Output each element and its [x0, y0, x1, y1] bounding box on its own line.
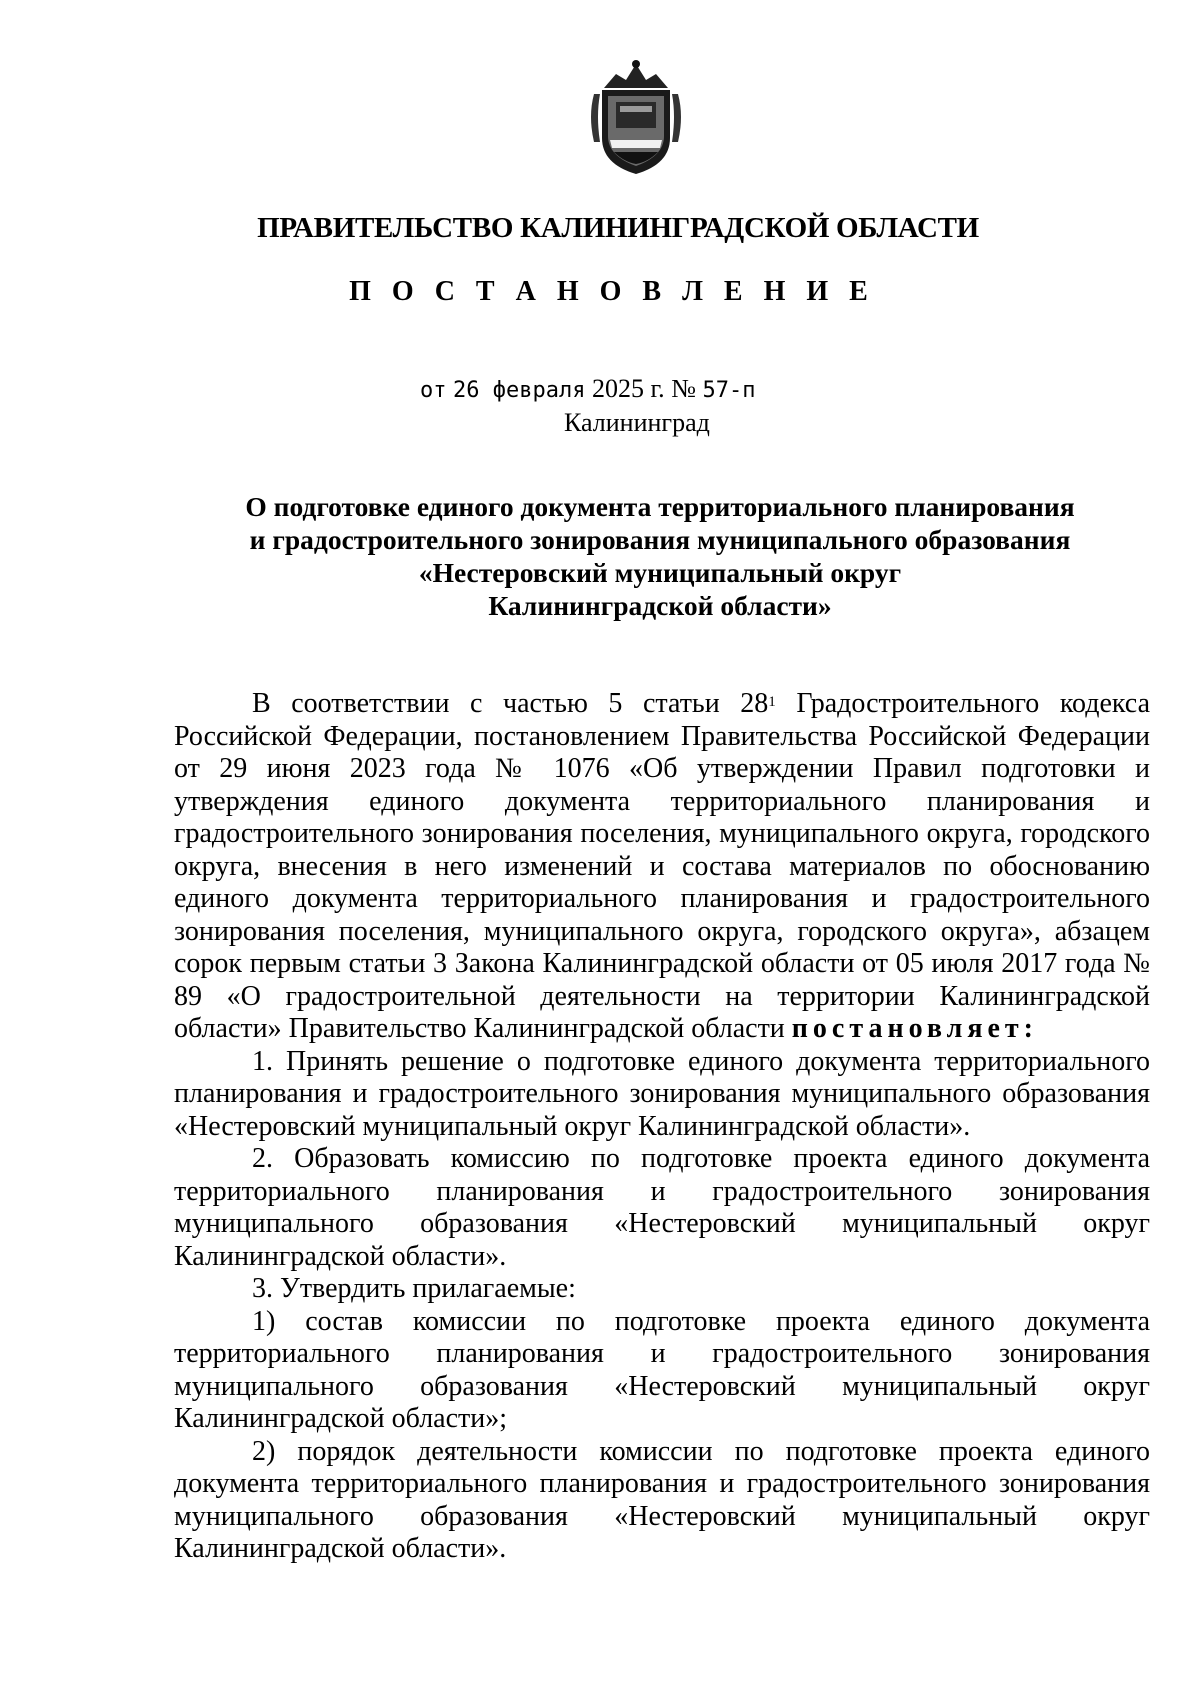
resolves-word: постановляет:: [791, 1013, 1039, 1044]
preamble-paragraph: [174, 688, 1150, 1046]
preamble-text: В соответствии с частью 5 статьи 28: [252, 688, 769, 719]
item-2: 2. Образовать комиссию по подготовке проекта единого документа территориального планирования и градостроительного зонирования муниципального образования «Нестеровский муниципальный округ Калининградской области».: [174, 1143, 1150, 1272]
title-line: О подготовке единого документа территориального планирования: [245, 491, 1075, 522]
number-sign: №: [671, 374, 696, 403]
date-prefix: от: [420, 378, 447, 403]
handwritten-number: 57-п: [702, 378, 756, 403]
coat-of-arms-emblem: [586, 56, 686, 180]
document-title: [170, 490, 1150, 622]
document-body: [174, 688, 1150, 1566]
title-line: и градостроительного зонирования муниципального образования: [249, 524, 1071, 555]
superscript: 1: [768, 694, 776, 710]
item-3-2: 2) порядок деятельности комиссии по подготовке проекта единого документа территориального планирования и градостроительного зонирования муниципального образования «Нестеровский муниципальный округ Калининградской области».: [174, 1435, 1150, 1564]
handwritten-date: 26 февраля: [453, 378, 586, 403]
preamble-text-cont: Градостроительного кодекса Российской Федерации, постановлением Правительства Российской Федерации от 29 июня 2023 года № 1076 «Об утверждении Правил подготовки и утверждения единого документа территориального планирования и градостроительного зонирования поселения, муниципального округа, городского округа, внесения в него изменений и состава материалов по обоснованию единого документа территориального планирования и градостроительного зонирования поселения, муниципального округа, городского округа», абзацем сорок первым статьи 3 Закона Калининградской области от 05 июля 2017 года № 89 «О градостроительной деятельности на территории Калининградской области» Правительство Калининградской области: [174, 688, 1150, 1044]
date-year: 2025 г.: [591, 374, 665, 403]
coat-of-arms-icon: [586, 56, 686, 180]
city-name: Калининград: [564, 408, 710, 437]
document-type: П О С Т А Н О В Л Е Н И Е: [349, 276, 875, 307]
title-line: «Нестеровский муниципальный округ: [418, 557, 902, 588]
title-line: Калининградской области»: [488, 590, 832, 621]
date-number-line: [420, 374, 755, 404]
item-3-1: 1) состав комиссии по подготовке проекта единого документа территориального планирования и градостроительного зонирования муниципального образования «Нестеровский муниципальный округ Калининградской области»;: [174, 1305, 1150, 1434]
government-name: ПРАВИТЕЛЬСТВО КАЛИНИНГРАДСКОЙ ОБЛАСТИ: [257, 212, 979, 244]
item-1: 1. Принять решение о подготовке единого документа территориального планирования и градостроительного зонирования муниципального образования «Нестеровский муниципальный округ Калининградской области».: [174, 1045, 1150, 1142]
item-3: 3. Утвердить прилагаемые:: [252, 1273, 576, 1304]
